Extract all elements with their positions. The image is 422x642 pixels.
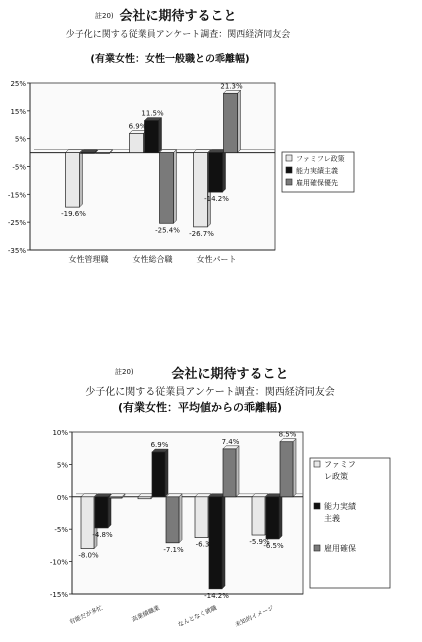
- chart2-tick-label: 0%: [56, 493, 68, 502]
- chart1-bar-s2-2: [145, 121, 159, 153]
- chart2-data-label: -14.2%: [204, 591, 229, 600]
- chart1-legend-label: ファミフレ政策: [296, 155, 345, 163]
- chart1-bar-side: [223, 150, 226, 193]
- chart1-bar-top: [96, 150, 113, 153]
- chart2-bar-s1-2: [138, 497, 151, 499]
- chart1-data-label: -25.4%: [155, 226, 180, 235]
- chart2-bar-s1-3: [195, 497, 208, 538]
- chart2-bar-s2-2: [152, 452, 165, 497]
- chart1-tick-label: -25%: [7, 219, 26, 228]
- chart2-tick-label: -5%: [54, 526, 68, 535]
- chart2-bar-top: [109, 494, 125, 497]
- chart1-tick-label: -35%: [7, 247, 26, 255]
- chart1-subtitle: 少子化に関する従業員アンケート調査：関西経済同友会: [65, 30, 291, 40]
- chart1-bar-top: [209, 150, 226, 153]
- chart2-category-label: 未知的イメージ: [234, 604, 275, 629]
- chart1-bar-top: [81, 150, 98, 153]
- chart2-caption: (有業女性：平均値からの乖離幅): [117, 401, 283, 414]
- chart2-title: 会社に期待すること: [171, 367, 289, 382]
- chart2-data-label: -7.1%: [163, 545, 184, 554]
- chart2-bar-side: [108, 494, 111, 528]
- chart2-bar-s1-1: [81, 497, 94, 549]
- chart1-bar-side: [174, 150, 177, 224]
- chart1-tick-label: 5%: [14, 135, 26, 144]
- chart2-bar-s2-1: [95, 497, 108, 528]
- chart2-bar-s2-3: [209, 497, 222, 589]
- chart1-data-label: 21.3%: [220, 82, 243, 91]
- chart2-note: 註20): [115, 368, 134, 376]
- chart2-bar-top: [280, 439, 296, 442]
- chart2-bar-top: [166, 494, 182, 497]
- chart2-bar-top: [138, 494, 154, 497]
- chart1-data-label: 6.9%: [128, 122, 147, 131]
- chart1-bar-top: [145, 118, 162, 121]
- chart1-bar-s3-2: [160, 153, 174, 224]
- chart1-category-label: 女性管理職: [68, 255, 109, 264]
- chart2-tick-label: 5%: [56, 461, 68, 470]
- chart2-bar-top: [195, 494, 211, 497]
- chart2-bar-top: [252, 494, 268, 497]
- chart2-bar-s2-4: [266, 497, 279, 539]
- chart2-legend-swatch: [314, 545, 320, 551]
- chart1-category-label: 女性総合職: [132, 255, 173, 264]
- chart2-legend-label: 能力実績主義: [324, 502, 356, 523]
- chart2-bar-top: [223, 446, 239, 449]
- chart2-legend-label: ファミフレ政策: [324, 460, 356, 481]
- chart2-tick-label: -10%: [49, 558, 68, 567]
- chart2-category-label: 有能だが多忙: [68, 604, 104, 627]
- chart2-data-label: -6.5%: [263, 541, 284, 550]
- chart2-legend-swatch: [314, 503, 320, 509]
- chart2-data-label: 7.4%: [221, 437, 240, 446]
- chart1-bar-top: [66, 150, 83, 153]
- chart1-data-label: -14.2%: [204, 195, 229, 204]
- chart2-bar-top: [266, 494, 282, 497]
- chart2-category-label: なんとなく就職: [176, 604, 218, 629]
- chart1-bar-top: [224, 90, 241, 93]
- chart2-legend-swatch: [314, 461, 320, 467]
- chart1-bar-s2-3: [209, 153, 223, 193]
- chart1-data-label: -19.6%: [61, 210, 86, 219]
- chart2-bar-s1-4: [252, 497, 265, 535]
- chart2-subtitle: 少子化に関する従業員アンケート調査：関西経済同友会: [85, 387, 335, 398]
- chart1-legend-swatch: [286, 155, 292, 161]
- chart1-legend-label: 雇用確保優先: [296, 179, 338, 187]
- chart1-bar-top: [194, 150, 211, 153]
- chart2-data-label: -5.9%: [249, 538, 270, 547]
- chart1-bar-s3-3: [224, 93, 238, 152]
- chart1-tick-label: -5%: [12, 163, 26, 172]
- chart2-data-label: 8.5%: [278, 430, 297, 439]
- chart1-legend-swatch: [286, 179, 292, 185]
- chart2-bar-s3-2: [166, 497, 179, 543]
- chart1-bar-top: [130, 130, 147, 133]
- chart2-bar-top: [95, 494, 111, 497]
- chart1-category-label: 女性パート: [196, 255, 237, 264]
- chart1-caption: (有業女性：女性一般職との乖離幅): [90, 54, 250, 65]
- chart2-bar-top: [81, 494, 97, 497]
- chart1-bar-side: [159, 118, 162, 153]
- chart1-bar-side: [238, 90, 241, 152]
- chart2-legend: [310, 458, 390, 588]
- chart1-data-label: -26.7%: [189, 229, 214, 238]
- chart2-legend-label: 雇用確保: [324, 544, 356, 553]
- chart2-data-label: -6.3: [195, 540, 210, 549]
- chart1-tick-label: 25%: [10, 80, 26, 88]
- chart1-note: 註20): [95, 12, 114, 20]
- chart2-bar-side: [293, 439, 296, 497]
- chart2-bar-top: [152, 449, 168, 452]
- chart1-legend-label: 能力実績主義: [296, 167, 338, 175]
- chart1-bar-s2-1: [81, 153, 95, 154]
- chart2-bar-side: [222, 494, 225, 589]
- chart2-tick-label: 10%: [52, 429, 68, 437]
- chart1-bar-s1-2: [130, 133, 144, 152]
- chart1-bar-top: [160, 150, 177, 153]
- chart1-title: 会社に期待すること: [119, 9, 237, 24]
- chart2-bar-s3-4: [280, 442, 293, 497]
- chart2-bar-s3-3: [223, 449, 236, 497]
- chart2-bar-side: [236, 446, 239, 497]
- chart2-data-label: 6.9%: [150, 441, 169, 450]
- chart2-data-label: -4.8%: [92, 530, 113, 539]
- chart1-bar-side: [80, 150, 83, 208]
- chart1-tick-label: 15%: [10, 107, 26, 116]
- chart2-bar-s3-1: [109, 497, 122, 498]
- chart1-bar-s1-1: [66, 153, 80, 208]
- chart1-bar-s1-3: [194, 153, 208, 227]
- chart2-tick-label: -15%: [49, 591, 68, 599]
- chart2-bar-side: [279, 494, 282, 539]
- chart1-tick-label: -15%: [7, 191, 26, 200]
- chart2-data-label: -8.0%: [78, 551, 99, 560]
- chart1-data-label: 11.5%: [141, 109, 164, 118]
- chart2-bar-side: [179, 494, 182, 543]
- chart2-bar-side: [165, 449, 168, 497]
- chart2-category-label: 高業績職業: [130, 604, 161, 624]
- chart2-bar-top: [209, 494, 225, 497]
- chart1-legend-swatch: [286, 167, 292, 173]
- chart1-bar-s3-1: [96, 153, 110, 154]
